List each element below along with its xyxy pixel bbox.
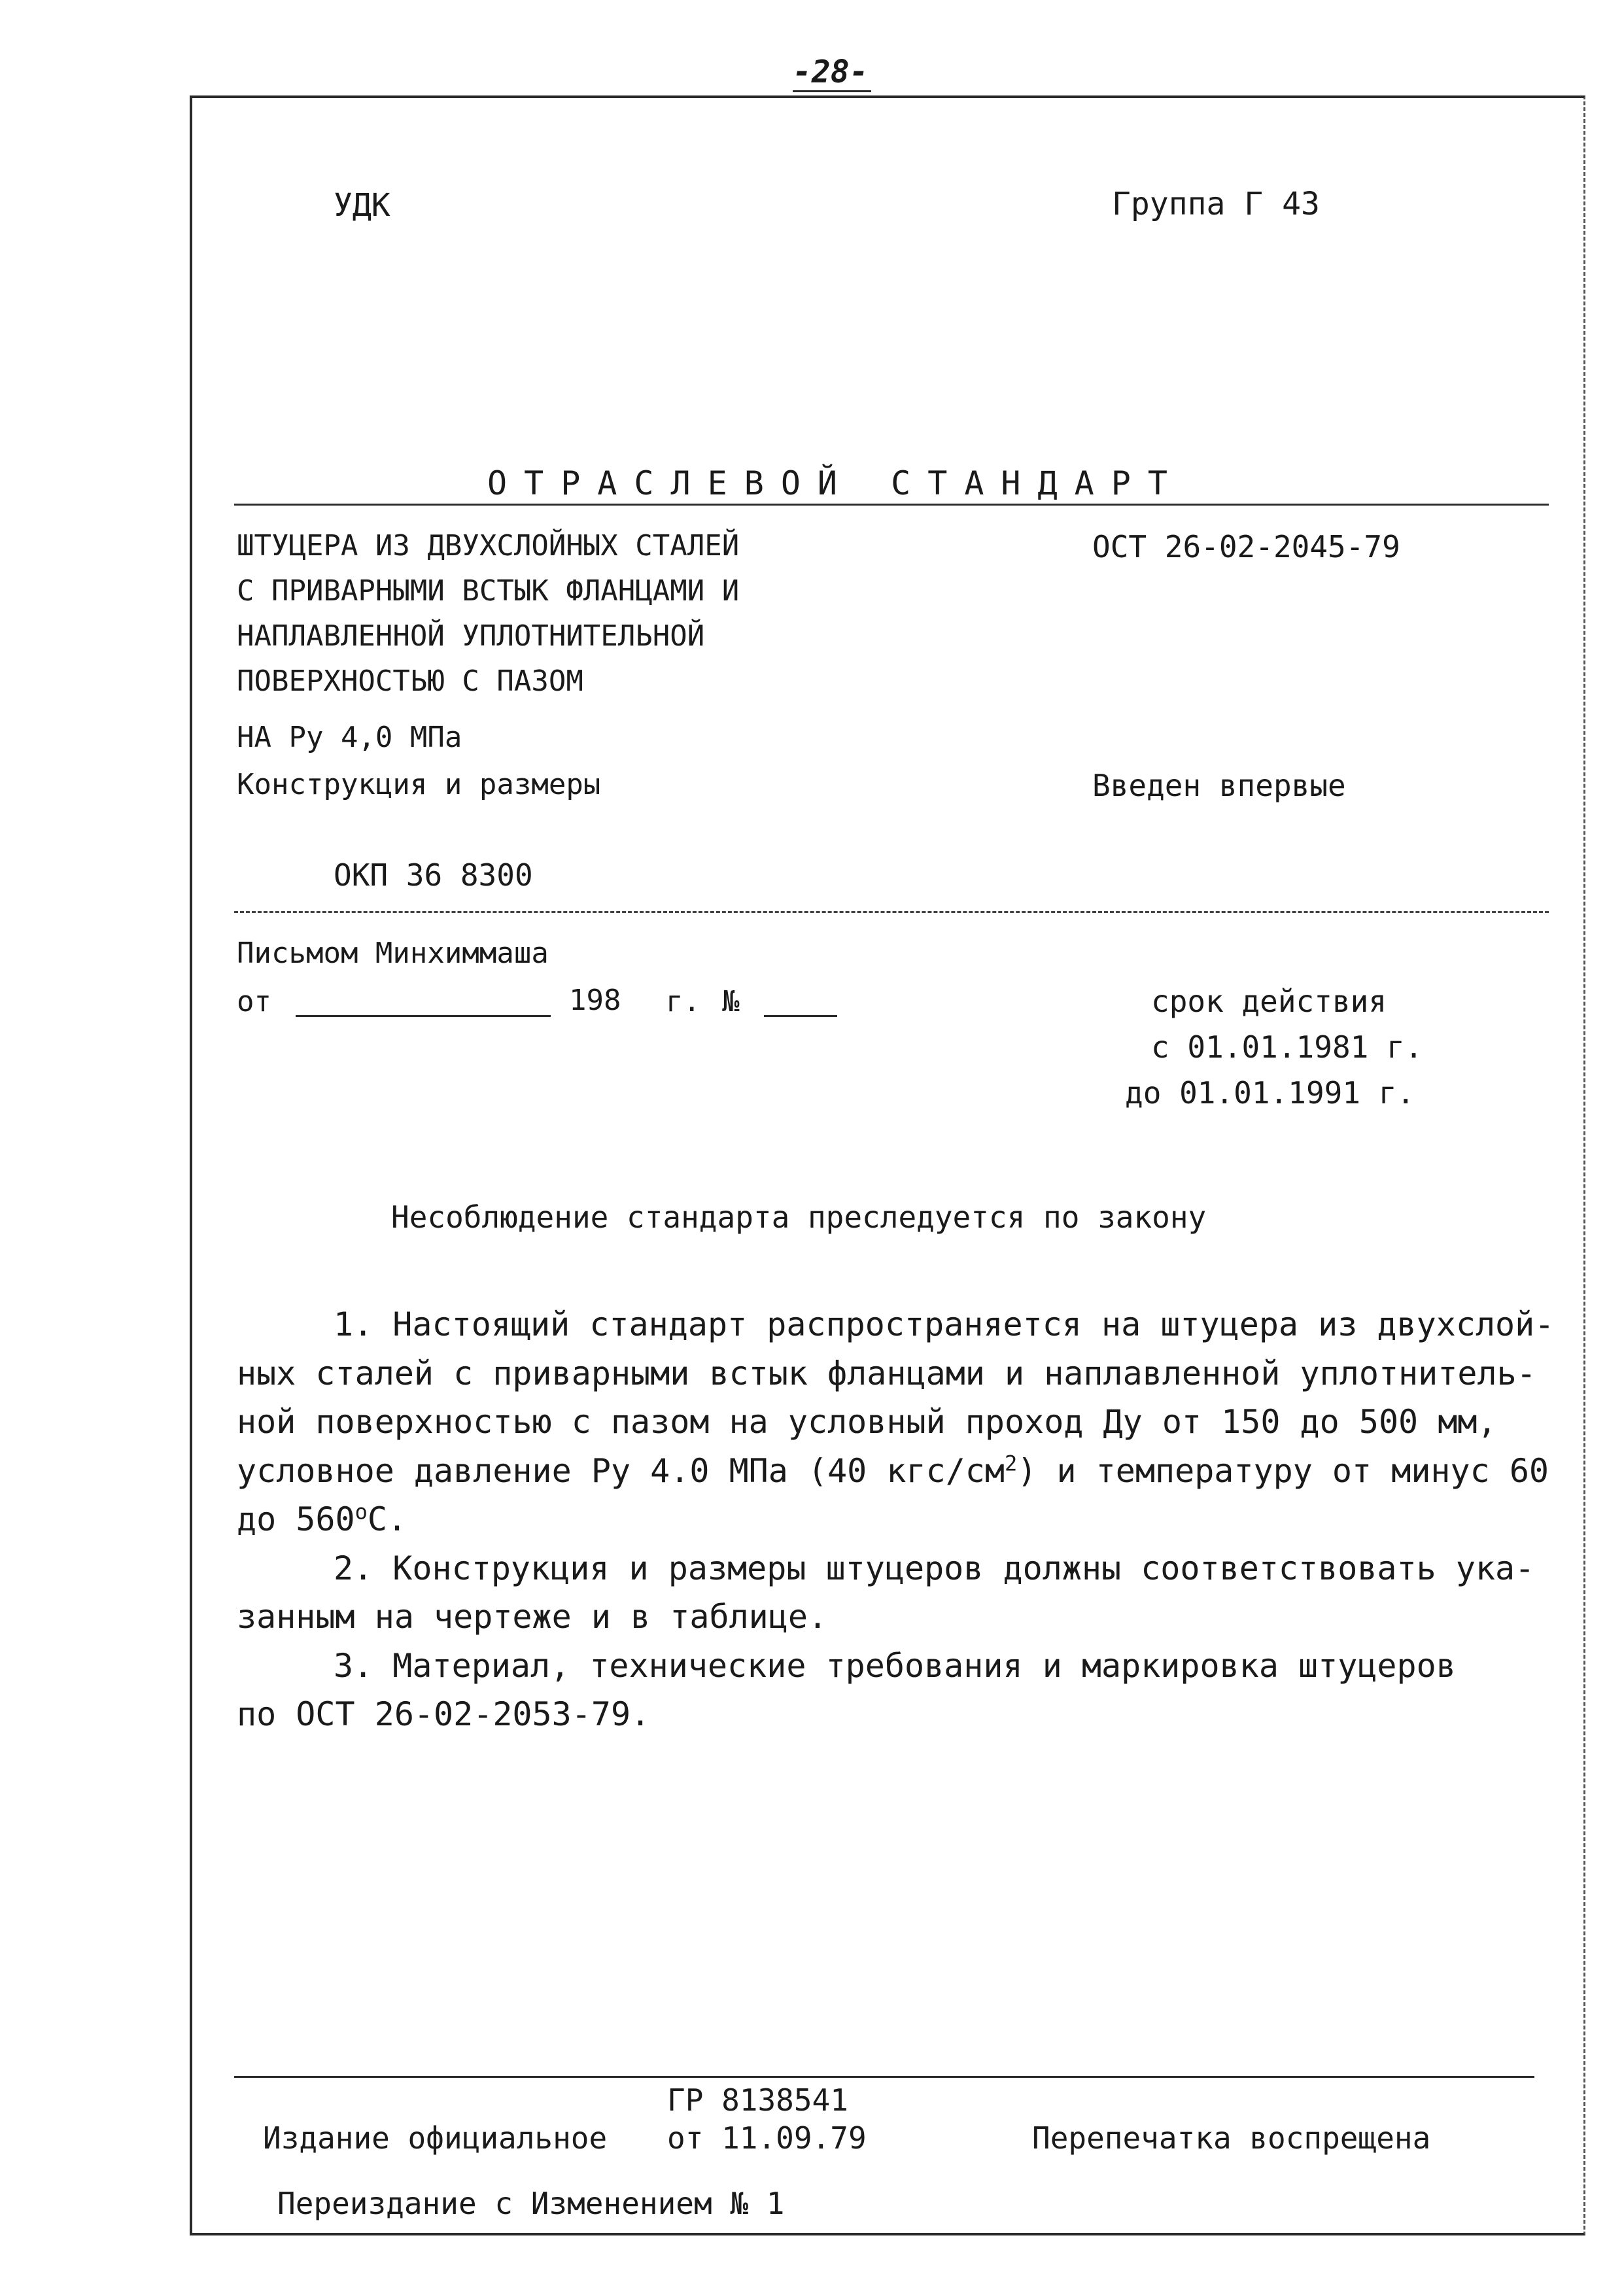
paragraph-line: 1. Настоящий стандарт распространяется на штуцера из двухслой- [334,1305,1555,1343]
paragraph-line [237,1451,1549,1490]
title-line: Конструкция и размеры [237,768,601,801]
letter-year: 198 [569,984,621,1017]
number-blank [764,1015,837,1017]
paragraph-text: условное давление Ру 4.0 МПа (40 кгс/см [237,1452,1005,1490]
paragraph-text: ) и температуру от минус 60 [1017,1452,1549,1490]
official-edition: Издание официальное [263,2120,608,2156]
title-line: НАПЛАВЛЕННОЙ УПЛОТНИТЕЛЬНОЙ [237,619,705,653]
udk-label: УДК [334,187,390,224]
letter-no: № [722,985,740,1018]
date-blank [296,1015,551,1017]
title-line: С ПРИВАРНЫМИ ВСТЫК ФЛАНЦАМИ И [237,574,740,608]
gr-number: ГР 8138541 [667,2082,848,2118]
reissue-note: Переиздание с Изменением № 1 [277,2186,785,2221]
superscript: 2 [1005,1451,1018,1476]
introduced-note: Введен впервые [1092,768,1346,803]
paragraph-line: ных сталей с приварными встык фланцами и наплавленной уплотнитель- [237,1355,1536,1392]
paragraph-line: по ОСТ 26-02-2053-79. [237,1695,651,1733]
letter-line: Письмом Минхиммаша [237,937,549,970]
title-line: НА Ру 4,0 МПа [237,721,462,754]
validity-to: до 01.01.1991 г. [1125,1075,1415,1111]
page-frame [190,95,1585,2235]
page-number: -28- [793,54,869,90]
superscript: о [354,1499,368,1525]
paragraph-text: С. [367,1500,407,1538]
law-notice: Несоблюдение стандарта преследуется по закону [391,1199,1207,1235]
paragraph-text: до 560 [237,1500,355,1538]
group-label: Группа Г 43 [1112,186,1320,222]
paragraph-line: 3. Материал, технические требования и маркировка штуцеров [334,1647,1456,1685]
standard-designation: ОСТ 26-02-2045-79 [1092,529,1400,564]
paragraph-line: ной поверхностью с пазом на условный проход Ду от 150 до 500 мм, [237,1403,1497,1441]
standard-type-heading: ОТРАСЛЕВОЙ СТАНДАРТ [487,464,1184,502]
paragraph-line: 2. Конструкция и размеры штуцеров должны соответствовать ука- [334,1549,1535,1587]
title-line: ШТУЦЕРА ИЗ ДВУХСЛОЙНЫХ СТАЛЕЙ [237,529,740,562]
paragraph-line: занным на чертеже и в таблице. [237,1598,828,1636]
validity-label: срок действия [1151,984,1387,1019]
okp-code: ОКП 36 8300 [334,857,533,893]
validity-from: с 01.01.1981 г. [1151,1029,1423,1065]
letter-from: от [237,985,271,1018]
reprint-notice: Перепечатка воспрещена [1032,2120,1431,2156]
letter-g: г. [666,985,700,1018]
title-line: ПОВЕРХНОСТЬЮ С ПАЗОМ [237,664,583,698]
paragraph-line [237,1499,407,1538]
edition-date: от 11.09.79 [667,2120,867,2156]
